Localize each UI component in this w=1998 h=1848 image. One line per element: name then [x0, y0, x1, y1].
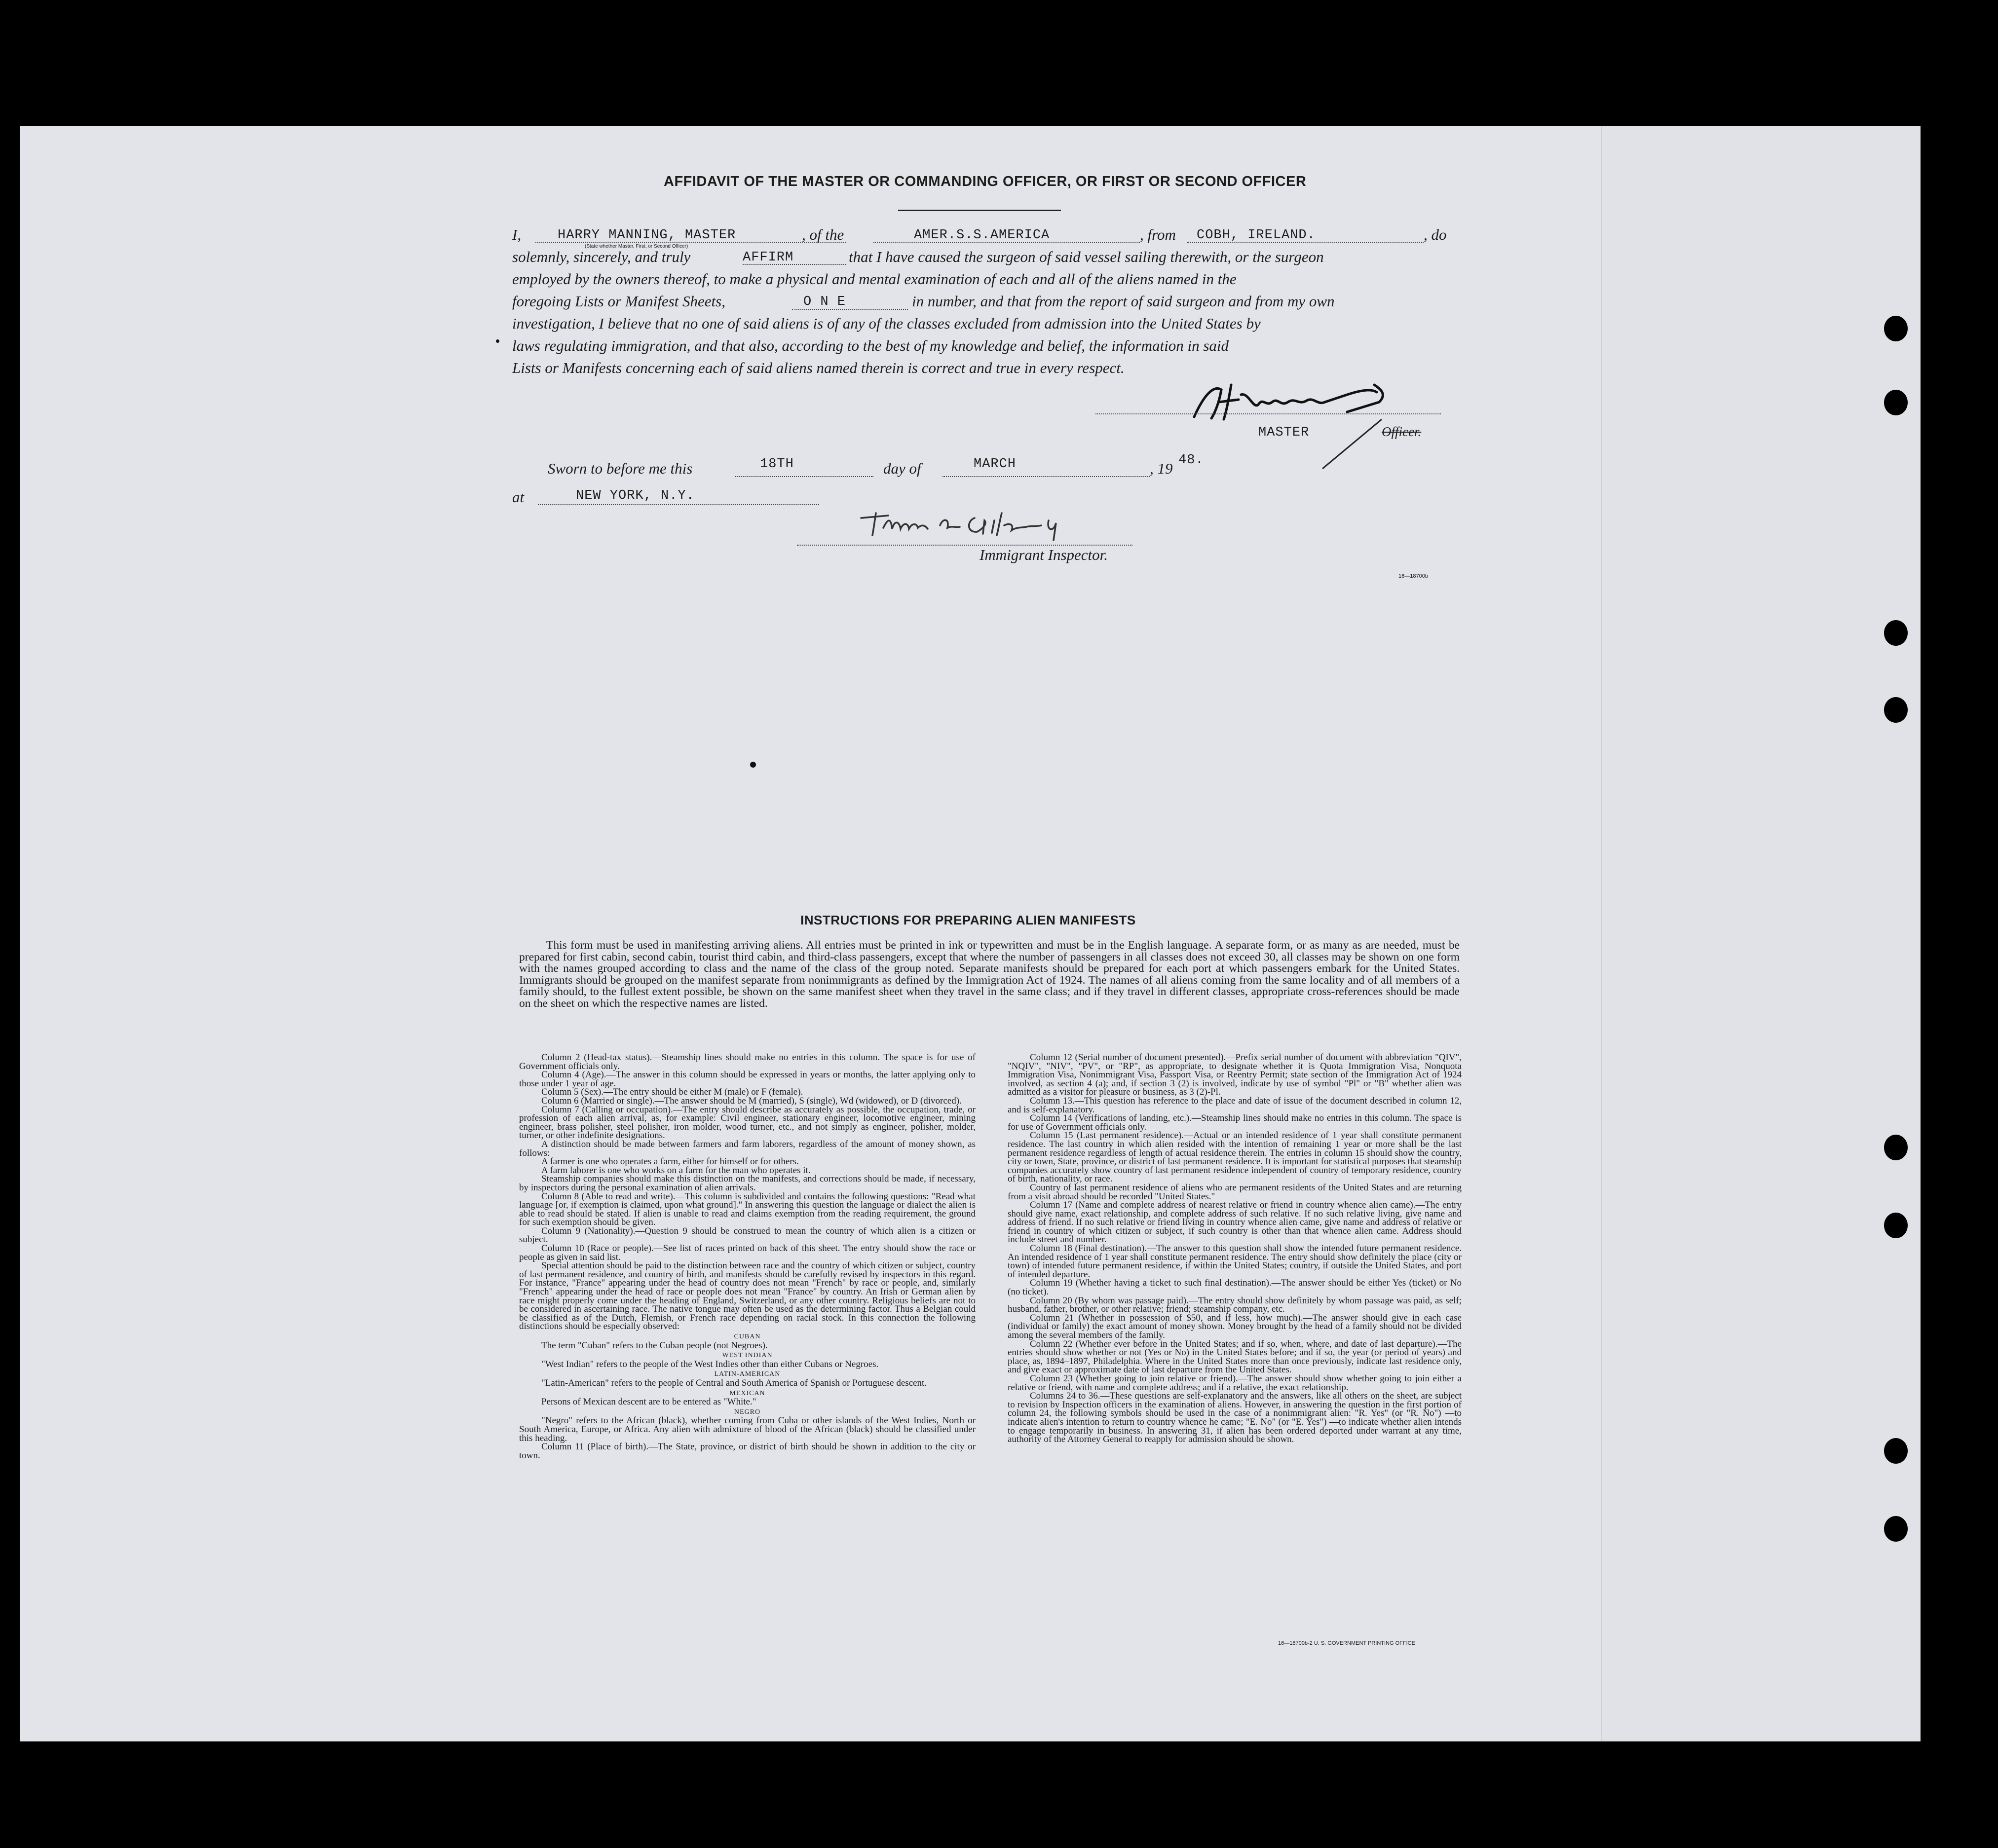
race-note: The term "Cuban" refers to the Cuban people (not Negroes). [541, 1340, 768, 1351]
inspector-signature [854, 498, 1110, 543]
departure-port: COBH, IRELAND. [1197, 228, 1316, 243]
instruction-paragraph: A farmer is one who operates a farm, either for himself or for others. [541, 1156, 799, 1167]
form-number: 16—18700b [1398, 573, 1428, 579]
sworn-day: 18TH [760, 457, 794, 472]
do-label: , do [1424, 226, 1447, 243]
officer-note: (State whether Master, First, or Second Officer) [585, 244, 688, 249]
i-label: I, [512, 226, 522, 243]
sheet-right-edge [1601, 126, 1921, 1741]
instruction-paragraph: A farm laborer is one who works on a farm for the man who operates it. [541, 1165, 811, 1176]
instruction-paragraph: Column 4 (Age).—The answer in this column should be expressed in years or months, the latter applying only to those under 1 year of age. [519, 1070, 976, 1089]
from-label: , from [1140, 226, 1176, 243]
race-heading: MEXICAN [729, 1389, 765, 1397]
day-underline [735, 476, 873, 477]
instruction-paragraph: Special attention should be paid to the distinction between race and the country of which citizen or subject, country of last permanent residence, and country of birth, and manifests should be carefully revised by inspectors in this regard. For instance, "France" appearing under the head of country does not mean "French" by race or people, and, similarly "French" appearing under the head of race or people does not mean "France" by country. An Irish or German alien by race might properly come under the heading of England, Switzerland, or any other country. Religious beliefs are not to be considered in ascertaining race. The native tongue may often be used as the determining factor. Thus a Belgian could be classified as of the Dutch, Flemish, or French race depending on racial stock. In this connection the following distinctions should be especially observed: [519, 1260, 976, 1332]
day-of-label: day of [883, 460, 921, 477]
binder-hole [1884, 697, 1908, 723]
sworn-place: NEW YORK, N.Y. [576, 488, 695, 503]
month-underline [942, 476, 1150, 477]
race-note: "West Indian" refers to the people of the West Indies other than either Cubans or Negroes. [541, 1359, 879, 1369]
instruction-paragraph: Column 6 (Married or single).—The answer should be M (married), S (single), Wd (widowed), or D (divorced). [541, 1095, 962, 1106]
vessel-name: AMER.S.S.AMERICA [914, 228, 1050, 243]
instruction-paragraph: Column 23 (Whether going to join relative or friend).—The answer should show whether going to join either a relative or friend, with name and complete address; and if a relative, the exact relationship. [1008, 1373, 1462, 1393]
instruction-paragraph: Column 20 (By whom was passage paid).—The entry should show definitely by whom passage was paid, as self; husband, father, brother, or other relative; friend; steamship company, etc. [1008, 1295, 1462, 1315]
binder-hole [1884, 1438, 1908, 1464]
instruction-paragraph: Column 7 (Calling or occupation).—The entry should describe as accurately as possible, the occupation, trade, or profession of each alien arrival, as, for example: Civil engineer, stationary engineer, locomotive engineer, mining engineer, brass polisher, steel polisher, iron molder, wood turner, etc., and not simply as engineer, polisher, molder, turner, or other indefinite designations. [519, 1104, 976, 1141]
affidavit-line-3: employed by the owners thereof, to make a physical and mental examination of each and all of the aliens named in the [512, 270, 1237, 288]
instruction-paragraph: Column 5 (Sex).—The entry should be either M (male) or F (female). [541, 1087, 803, 1098]
signer-title: MASTER [1258, 425, 1310, 440]
instruction-paragraph: Column 18 (Final destination).—The answer to this question shall show the intended future permanent residence. An intended residence of 1 year shall constitute permanent residence. The entry should show definitely the place (city or town) of intended future permanent residence, if within the United States; country, if outside the United States, and port of intended departure. [1008, 1243, 1462, 1280]
sheets-count: O N E [803, 295, 846, 309]
affidavit-line-7: Lists or Manifests concerning each of said aliens named therein is correct and true in every respect. [512, 359, 1125, 376]
binder-hole [1884, 1213, 1908, 1238]
master-name: HARRY MANNING, MASTER [558, 228, 736, 243]
inspector-signature-line [797, 545, 1132, 546]
affirm-word: AFFIRM [743, 250, 794, 265]
sworn-pre: Sworn to before me this [548, 460, 693, 477]
race-note: "Latin-American" refers to the people of Central and South America of Spanish or Portuguese descent. [541, 1377, 927, 1388]
affidavit-line-4-pre: foregoing Lists or Manifest Sheets, [512, 293, 725, 310]
instruction-paragraph: Column 14 (Verifications of landing, etc.).—Steamship lines should make no entries in this column. The space is for use of Government officials only. [1008, 1113, 1462, 1132]
instruction-paragraph: Column 10 (Race or people).—See list of races printed on back of this sheet. The entry should show the race or people as given in said list. [519, 1243, 976, 1262]
year-prefix: , 19 [1150, 460, 1173, 477]
instruction-paragraph: Column 11 (Place of birth).—The State, province, or district of birth should be shown in addition to the city or town. [519, 1441, 976, 1461]
race-heading: LATIN-AMERICAN [714, 1370, 781, 1378]
printing-office-footer: 16—18700b-2 U. S. GOVERNMENT PRINTING OFFICE [1278, 1640, 1415, 1646]
affidavit-line-2-pre: solemnly, sincerely, and truly [512, 248, 691, 265]
struck-word: Officer. [1382, 424, 1422, 439]
master-signature-line [1095, 413, 1441, 414]
binder-hole [1884, 1516, 1908, 1542]
instruction-paragraph: Column 22 (Whether ever before in the United States; and if so, when, where, and date of last departure).—The entries should show whether or not (Yes or No) in the United States before; and if so, the year (or period of years) and place, as, 1894–1897, Philadelphia. Where in the United States more than once previously, indicate last residence only, and give exact or approximate date of last departure from the United States. [1008, 1338, 1462, 1375]
affidavit-line-6: laws regulating immigration, and that also, according to the best of my knowledge and belief, the information in said [512, 337, 1229, 354]
instructions-intro: This form must be used in manifesting arriving aliens. All entries must be printed in ink or typewritten and must be in the English language. A separate form, or as many as are needed, must be prepared for first cabin, second cabin, tourist third cabin, and third-class passengers, except that where the number of passengers in all classes does not exceed 30, all classes may be shown on one form with the names grouped according to class and the name of the class of the group noted. Separate manifests should be prepared for each port at which passengers embark for the United States. Immigrants should be grouped on the manifest separate from nonimmigrants as defined by the Immigration Act of 1924. The names of all aliens coming from the same locality and of all members of a family should, to the fullest extent possible, be shown on the same manifest sheet when they travel in the same class; and if they travel in different classes, appropriate cross-references should be made on the sheet on which the respective names are listed. [519, 939, 1460, 1010]
instruction-paragraph: Column 15 (Last permanent residence).—Actual or an intended residence of 1 year shall constitute permanent residence. The last country in which alien resided with the intention of remaining 1 year or more shall be the last permanent residence regardless of length of actual residence therein. The entries in column 15 should show the country, city or town, State, province, or district of last permanent residence. It is important for statistical purposes that steamship companies accurately show country of last permanent residence independent of country of temporary residence, country of birth, nationality, or race. [1008, 1130, 1462, 1184]
instruction-paragraph: Country of last permanent residence of aliens who are permanent residents of the United States and are returning from a visit abroad should be recorded "United States." [1008, 1182, 1462, 1202]
ink-speck [496, 339, 499, 343]
instruction-paragraph: A distinction should be made between farmers and farm laborers, regardless of the amount of money shown, as follows: [519, 1139, 976, 1158]
affidavit-line-5: investigation, I believe that no one of said aliens is of any of the classes excluded from admission into the United States by [512, 315, 1261, 332]
inspector-title: Immigrant Inspector. [980, 546, 1108, 563]
race-note: Persons of Mexican descent are to be entered as "White." [541, 1397, 756, 1407]
instructions-right-column [1008, 1053, 1462, 1444]
signature-tail-stroke [1318, 414, 1387, 474]
at-label: at [512, 488, 525, 506]
instruction-paragraph: Steamship companies should make this distinction on the manifests, and corrections should be made, if necessary, by inspectors during the personal examination of alien arrivals. [519, 1174, 976, 1193]
instruction-paragraph: Column 12 (Serial number of document presented).—Prefix serial number of document with abbreviation "QIV", "NQIV", "NIV", "PV", or "RP", as appropriate, to designate whether it is Quota Immigration Visa, Nonquota Immigration Visa, Nonimmigrant Visa, Passport Visa, or Reentry Permit; state section of the Immigration Act of 1924 involved, as section 4 (a); and, if section 3 (2) is involved, indicate by use of symbol "Pl" or "B" whether alien was admitted as a visitor for pleasure or business, as 3 (2)-Pl. [1008, 1052, 1462, 1098]
race-heading: CUBAN [734, 1333, 761, 1340]
instruction-paragraph: Column 19 (Whether having a ticket to such final destination).—The answer should be either Yes (ticket) or No (no ticket). [1008, 1278, 1462, 1297]
place-underline [538, 504, 819, 505]
instruction-paragraph: Column 8 (Able to read and write).—This column is subdivided and contains the following questions: "Read what language [or, if exemption is claimed, upon what ground]." In answering this question the language or dialect the alien is able to read should be stated. If alien is unable to read and claims exemption from the reading requirement, the ground for such exemption should be given. [519, 1191, 976, 1228]
race-heading: NEGRO [734, 1408, 761, 1416]
affidavit-title: AFFIDAVIT OF THE MASTER OR COMMANDING OFFICER, OR FIRST OR SECOND OFFICER [664, 174, 1307, 189]
binder-hole [1884, 620, 1908, 646]
affidavit-line-4-post: in number, and that from the report of said surgeon and from my own [912, 293, 1335, 310]
instruction-paragraph: Column 9 (Nationality).—Question 9 should be construed to mean the country of which alien is a citizen or subject. [519, 1225, 976, 1245]
year-suffix: 48. [1178, 453, 1204, 468]
instruction-paragraph: Column 21 (Whether in possession of $50, and if less, how much).—The answer should give in each case (individual or family) the exact amount of money shown. Money brought by the head of a family should not be divided among the several members of the family. [1008, 1312, 1462, 1340]
ink-speck [750, 762, 756, 768]
title-divider [898, 210, 1061, 211]
instruction-paragraph: Column 13.—This question has reference to the place and date of issue of the document described in column 12, and is self-explanatory. [1008, 1095, 1462, 1115]
instruction-paragraph: Column 17 (Name and complete address of nearest relative or friend in country whence alien came).—The entry should give name, exact relationship, and complete address of such relative. If no such relative living, give name and address of friend. If no such relative or friend living in country whence alien came, give name and address of relative or friend in country of which citizen or subject, if such country is other than that whence alien came. Address should include street and number. [1008, 1200, 1462, 1245]
master-signature [1184, 375, 1431, 424]
race-note: "Negro" refers to the African (black), whether coming from Cuba or other islands of the West Indies, North or South America, Europe, or Africa. Any alien with admixture of blood of the African (black) should be classified under this heading. [519, 1415, 976, 1443]
binder-hole [1884, 390, 1908, 415]
binder-hole [1884, 316, 1908, 341]
instructions-left-column [519, 1053, 976, 1460]
instruction-paragraph: Column 2 (Head-tax status).—Steamship lines should make no entries in this column. The space is for use of Government officials only. [519, 1052, 976, 1072]
affidavit-line-2-post: that I have caused the surgeon of said vessel sailing therewith, or the surgeon [849, 248, 1324, 265]
race-heading: WEST INDIAN [722, 1352, 773, 1360]
sworn-month: MARCH [974, 457, 1017, 472]
binder-hole [1884, 1135, 1908, 1160]
of-the-label: , of the [802, 226, 844, 243]
instruction-paragraph: Columns 24 to 36.—These questions are self-explanatory and the answers, like all others on the sheet, are subject to revision by Inspection officers in the examination of aliens. However, in answering the question in the first portion of column 24, the following symbols should be used in the case of a nonimmigrant alien: "R. Yes" (or "R. No") —to indicate alien's intention to return to country whence he came; "E. No" (or "E. Yes") —to indicate whether alien intends to engage temporarily in business. In answering 31, if alien has been ordered deported under warrant at any time, authority of the Attorney General to reapply for admission should be shown. [1008, 1391, 1462, 1445]
instructions-title: INSTRUCTIONS FOR PREPARING ALIEN MANIFESTS [800, 913, 1136, 927]
